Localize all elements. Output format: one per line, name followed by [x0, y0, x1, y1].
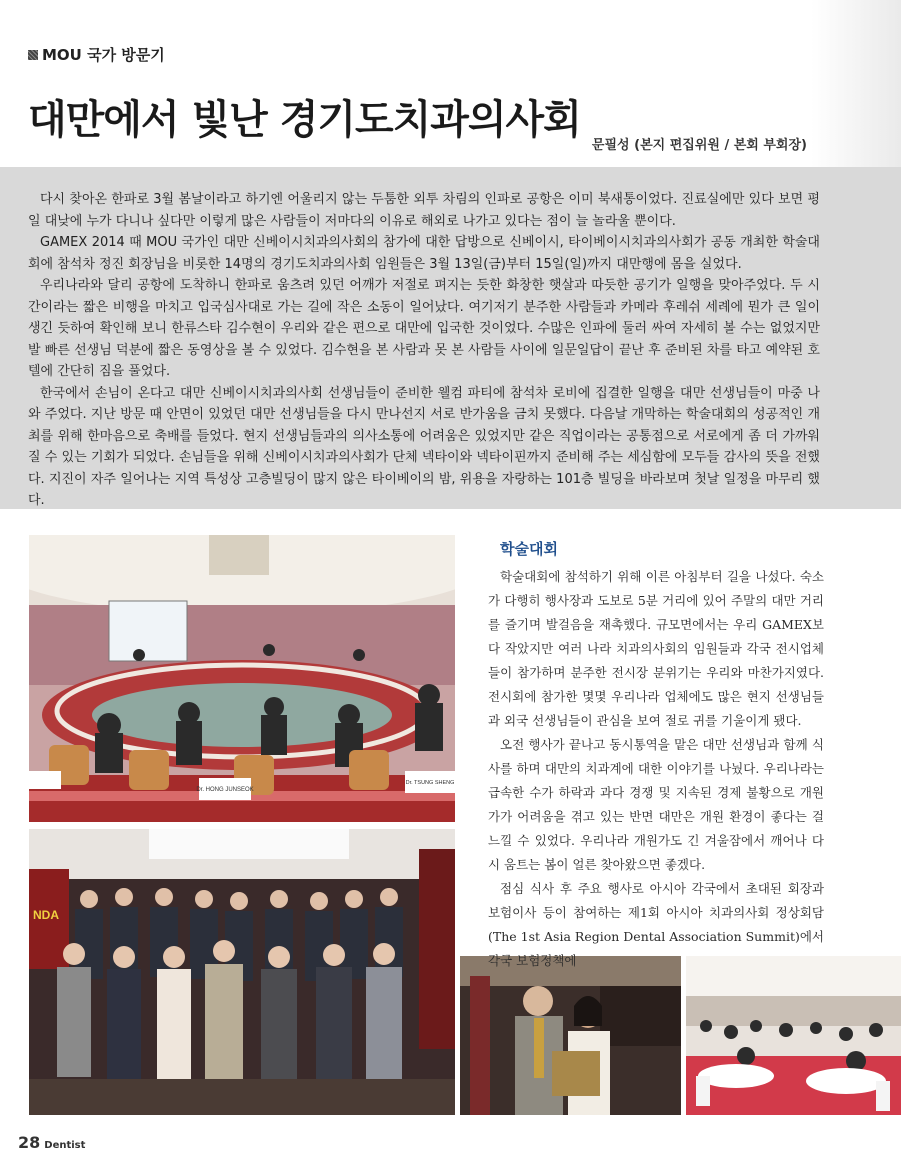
body-paragraph: 점심 식사 후 주요 행사로 아시아 각국에서 초대된 회장과 보험이사 등이 참여하는 제1회 아시아 치과의사회 정상회담(The 1st Asia Region Dental Association Summit)에서 각국 보험정책에	[488, 881, 824, 968]
header-shade	[811, 0, 901, 167]
intro-text	[28, 189, 820, 512]
body-text	[488, 565, 824, 973]
intro-paragraph: GAMEX 2014 때 MOU 국가인 대만 신베이시치과의사회의 참가에 대한 답방으로 신베이시, 타이베이시치과의사회가 공동 개최한 학술대회에 참석차 정진 회장님을 비롯한 14명의 경기도치과의사회 임원들은 3월 13일(금)부터 15일(일)까지 대만행에 몸을 실었다.	[28, 235, 820, 272]
presentation-photo	[460, 956, 681, 1115]
magazine-name: Dentist	[44, 1140, 86, 1151]
intro-paragraph: 다시 찾아온 한파로 3월 봄날이라고 하기엔 어울리지 않는 두툼한 외투 차림의 인파로 공항은 이미 북새통이었다. 진료실에만 있다 보면 평일 대낮에 누가 다니나 싶다만 이렇게 많은 사람들이 저마다의 이유로 해외로 나가고 있다는 점이 늘 놀라울 뿐이다.	[28, 192, 820, 229]
article-title: 대만에서 빛난 경기도치과의사회	[28, 97, 581, 143]
section-subhead: 학술대회	[500, 540, 558, 558]
conference-room-photo	[29, 535, 455, 822]
group-photo	[29, 829, 455, 1115]
banner-text: NDA	[33, 908, 59, 922]
body-paragraph: 오전 행사가 끝나고 동시통역을 맡은 대만 선생님과 함께 식사를 하며 대만의 치과계에 대한 이야기를 나눴다. 우리나라는 급속한 수가 하락과 과다 경쟁 및 지속된 경제 불황으로 개원가가 어려움을 겪고 있는 반면 대만은 개원 환경이 좋다는 걸 느낄 수 있었다. 우리나라 개원가도 긴 겨울잠에서 깨어나 다시 움트는 봄이 얼른 찾아왔으면 좋겠다.	[488, 737, 824, 872]
placard-label: Dr. HONG JUNSEOK	[196, 787, 254, 793]
page-footer	[18, 1133, 85, 1152]
intro-paragraph: 우리나라와 달리 공항에 도착하니 한파로 움츠려 있던 어깨가 저절로 펴지는 듯한 화창한 햇살과 따듯한 공기가 일행을 맞아주었다. 두 시간이라는 짧은 비행을 마치고 입국심사대로 가는 길에 작은 소동이 일어났다. 여기저기 분주한 사람들과 카메라 후레쉬 세례에 뭔가 큰 일이 생긴 듯하여 확인해 보니 한류스타 김수현이 우리와 같은 편으로 대만에 입국한 것이었다. 수많은 인파에 둘러 싸여 자세히 볼 수는 없었지만 발 빠른 선생님 덕분에 짧은 동영상을 볼 수 있었다. 김수현을 본 사람과 못 본 사람들 사이에 일문일답이 끝난 후 준비된 차를 타고 예약된 호텔에 간단히 짐을 풀었다.	[28, 278, 820, 379]
square-bullet-icon	[28, 50, 38, 60]
section-tag-label: MOU 국가 방문기	[42, 46, 165, 64]
placard-label: Dr. TSUNG SHENG	[405, 780, 455, 786]
section-tag	[28, 44, 165, 65]
banquet-photo	[686, 956, 901, 1115]
body-paragraph: 학술대회에 참석하기 위해 이른 아침부터 길을 나섰다. 숙소가 다행히 행사장과 도보로 5분 거리에 있어 주말의 대만 거리를 즐기며 발걸음을 재촉했다. 규모면에서는 우리 GAMEX보다 작았지만 여러 나라 치과의사회의 임원들과 각국 전시업체들이 참가하며 분주한 전시장 분위기는 우리와 마찬가지였다. 전시회에 참가한 몇몇 우리나라 업체에도 많은 현지 선생님들과 외국 선생님들이 관심을 보여 절로 귀를 기울이게 됐다.	[488, 569, 824, 728]
page-number: 28	[18, 1133, 41, 1152]
byline: 문필성 (본지 편집위원 / 본회 부회장)	[591, 138, 807, 153]
intro-paragraph: 한국에서 손님이 온다고 대만 신베이시치과의사회 선생님들이 준비한 웰컴 파티에 참석차 로비에 집결한 일행을 대만 선생님들이 마중 나와 주었다. 지난 방문 때 안면이 있었던 대만 선생님들을 다시 만나선지 서로 반가움을 금치 못했다. 다음날 개막하는 학술대회의 성공적인 개최를 위해 한마음으로 축배를 들었다. 현지 선생님들과의 의사소통에 어려움은 있었지만 같은 직업이라는 공통점으로 서로에게 좀 더 가까워 질 수 있는 기회가 되었다. 손님들을 위해 신베이시치과의사회가 단체 넥타이와 넥타이핀까지 준비해 주는 세심함에 모두들 감사의 뜻을 전했다. 지진이 자주 일어나는 지역 특성상 고층빌딩이 많지 않은 타이베이의 밤, 위용을 자랑하는 101층 빌딩을 바라보며 첫날 일정을 마무리 했다.	[28, 385, 820, 508]
